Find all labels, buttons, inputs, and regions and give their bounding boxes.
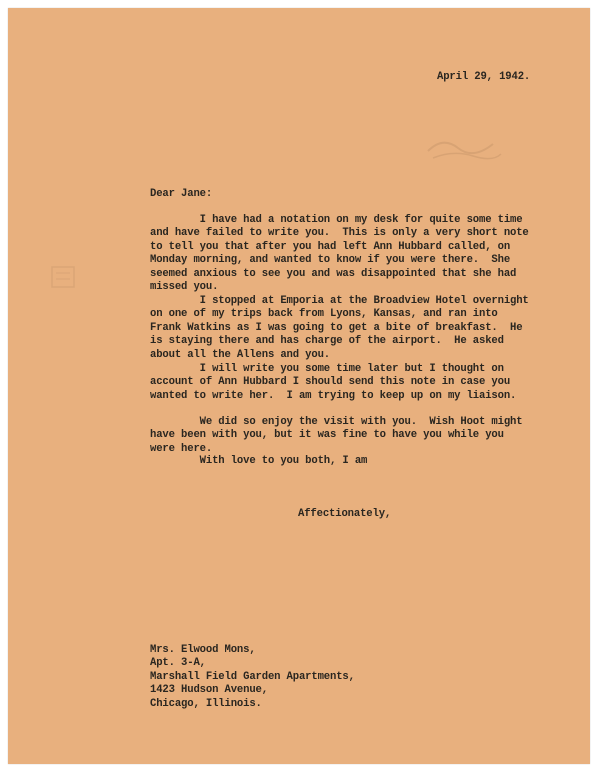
paragraph-line: Monday morning, and wanted to know if you were there. She [150,254,511,267]
paragraph-line: I will write you some time later but I thought on [150,363,504,375]
address-line: Apt. 3-A, [150,657,206,670]
recipient-address [150,644,355,711]
paragraph-5 [150,455,550,468]
paragraph-line: on one of my trips back from Lyons, Kansas, and ran into [150,308,498,321]
paragraph-line: missed you. [150,281,219,294]
paragraph-line: were here. [150,442,213,455]
paragraph-3 [150,363,550,403]
paragraph-line: With love to you both, I am [150,455,368,467]
paragraph-line: Frank Watkins as I was going to get a bite of breakfast. He [150,321,523,334]
complimentary-closing: Affectionately, [298,508,392,520]
letter-date: April 29, 1942. [437,71,531,83]
paragraph-line: We did so enjoy the visit with you. Wish Hoot might [150,416,523,428]
paragraph-line: is staying there and has charge of the airport. He asked [150,335,504,348]
paragraph-line: account of Ann Hubbard I should send this note in case you [150,376,511,389]
faint-margin-mark [48,263,78,291]
paragraph-line: have been with you, but it was fine to have you while you [150,429,504,442]
paragraph-line: about all the Allens and you. [150,348,331,361]
paragraph-4 [150,416,550,456]
paragraph-1 [150,214,550,294]
paragraph-line: and have failed to write you. This is only a very short note [150,227,529,240]
address-line: 1423 Hudson Avenue, [150,684,268,697]
address-line: Mrs. Elwood Mons, [150,644,256,656]
faint-stamp-mark [423,126,503,166]
paragraph-line: seemed anxious to see you and was disappointed that she had [150,267,517,280]
salutation: Dear Jane: [150,188,213,200]
address-line: Chicago, Illinois. [150,697,262,710]
paragraph-line: I stopped at Emporia at the Broadview Hotel overnight [150,295,529,307]
paragraph-line: I have had a notation on my desk for quite some time [150,214,523,226]
paragraph-line: to tell you that after you had left Ann Hubbard called, on [150,240,511,253]
letter-page [8,8,590,764]
paragraph-line: wanted to write her. I am trying to keep up on my liaison. [150,389,517,402]
address-line: Marshall Field Garden Apartments, [150,670,355,683]
paragraph-2 [150,295,550,362]
